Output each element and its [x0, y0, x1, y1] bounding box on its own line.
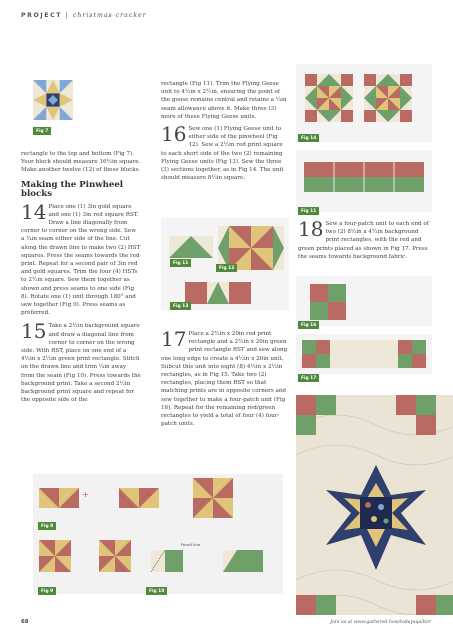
fig7-label: Fig 7	[33, 127, 51, 135]
fig8-result	[193, 478, 233, 518]
footer-website: Join us at www.gathered.how/todaysquilter	[330, 620, 431, 625]
quilt-photo-image	[296, 395, 453, 615]
step-16-text: Sew one (1) Flying Geese unit to either side of the pinwheel (Fig 12). Sew a 2½in red print square to each short side of the two (2) remaining Flying Geese units (Fig 13). Sew the three (3) sections together, as in Fig 14. The unit should measure 8½in square.	[161, 126, 284, 182]
running-header	[21, 12, 147, 19]
fig15-label: Fig 11	[298, 207, 319, 215]
fig9-pinwheel-2	[99, 540, 131, 572]
fig13-label: Fig 13	[170, 302, 191, 310]
fig10-label: Fig 10	[146, 587, 167, 595]
step-18	[298, 217, 432, 261]
fig14-panel	[296, 64, 432, 142]
step-18-number: 18	[298, 217, 324, 241]
step-15-number: 15	[21, 319, 47, 344]
fig14-star-block-2	[364, 74, 412, 122]
fig13-geese-row	[185, 282, 251, 304]
col1-intro: rectangle to the top and bottom (Fig 7). Your block should measure 16½in square. Make another twelve (12) of these blocks.	[21, 151, 141, 174]
fig17-row	[302, 340, 426, 368]
pencil-line-label: Pencil line	[181, 542, 201, 547]
fig9-label: Fig 9	[38, 587, 56, 595]
step-15	[21, 319, 141, 404]
step-17-text: Place a 2½in x 20in red print rectangle and a 2½in x 20in green print rectangle RST and sew along one long edge to create a 4½in x 20in unit. Subcut this unit into eight (8) 4½in x 2½in rectangles, as in Fig 15. Take two (2) rectangles, placing them RST so that matching prints are in opposite corners and sew together to make a four-patch unit (Fig 16). Repeat for the remaining red/green rectangles to yield a total of four (4) four-patch units.	[161, 331, 288, 428]
fig10-corner-unit	[151, 550, 183, 572]
step-14-text: Place one (1) 3in gold square and one (1) 3in red square RST. Draw a line diagonally from corner to corner on the wrong side. Sew a ¼in seam either side of the line. Cut along the drawn line to make two (2) HST squares. Press the seams towards the red print. Repeat for a second pair of 3in red and gold squares. Trim the four (4) HSTs to 2½in square. Sew them together as shown and press seams to one side (Fig 8). Rotate one (1) unit through 180° and sew together (Fig 9). Press seams as preferred.	[21, 203, 141, 317]
column-2	[161, 80, 289, 184]
step-18-text: Sew a four-patch unit to each end of two (2) 8½in x 4½in background print rectangles, with the red and green prints placed as shown in Fig 17. Press the seams towards background fabric.	[298, 221, 429, 260]
equals-operator: =	[146, 490, 153, 499]
fig17-panel	[296, 334, 432, 374]
step-16-number: 16	[161, 122, 187, 147]
step-15-text: Take a 2½in background square and draw a diagonal line from corner to corner on the wrong side. With RST, place on one end of a 4½in x 2½in green print rectangle. Stitch on the drawn line and trim ¼in away from the seam (Fig 10). Press towards the background print. Take a second 2½in background print square and repeat for the opposite side of the	[21, 323, 141, 404]
fig8-label: Fig 8	[38, 522, 56, 530]
fig15-panel	[296, 150, 432, 212]
column-3	[298, 217, 432, 263]
plus-operator: +	[82, 490, 89, 499]
fig14-label: Fig 14	[298, 134, 319, 142]
column-2-lower	[161, 327, 289, 430]
fig10-result	[223, 550, 263, 572]
fig17-label: Fig 17	[298, 374, 319, 382]
column-1	[21, 150, 141, 406]
step-14	[21, 199, 141, 318]
quilt-photo	[296, 395, 453, 615]
fig8-hst-unit	[39, 488, 79, 508]
fig11-flying-geese	[169, 236, 213, 258]
fig9-pinwheel-1	[39, 540, 71, 572]
header-project: PROJECT	[21, 12, 63, 19]
fig8-hst-unit-rotated	[119, 488, 159, 508]
fig16-label: Fig 16	[298, 321, 319, 329]
fig14-star-block-1	[305, 74, 353, 122]
fig15-strip-set	[304, 162, 424, 192]
header-separator: |	[65, 12, 70, 19]
fig12-label: Fig 12	[216, 264, 237, 272]
fig11-label: Fig 11	[170, 259, 191, 267]
step-17	[161, 327, 289, 428]
step-14-number: 14	[21, 199, 47, 224]
step-16	[161, 122, 289, 182]
pinwheel-heading: Making the Pinwheel blocks	[21, 179, 124, 200]
fig16-four-patch	[310, 284, 346, 320]
header-section: christmas cracker	[72, 12, 147, 19]
fig7-panel	[21, 58, 143, 138]
col2-intro: rectangle (Fig 11). Trim the Flying Geese unit to 4½in x 2½in, ensuring the point of the goose remains central and retains a ¼in seam allowance above it. Make three (3) more of these Flying Geese units.	[161, 81, 287, 120]
step-17-number: 17	[161, 327, 187, 351]
fig16-panel	[296, 276, 432, 326]
fig7-star-block	[33, 80, 73, 120]
page-number: 68	[21, 619, 29, 625]
fig8-10-panel	[33, 474, 283, 594]
